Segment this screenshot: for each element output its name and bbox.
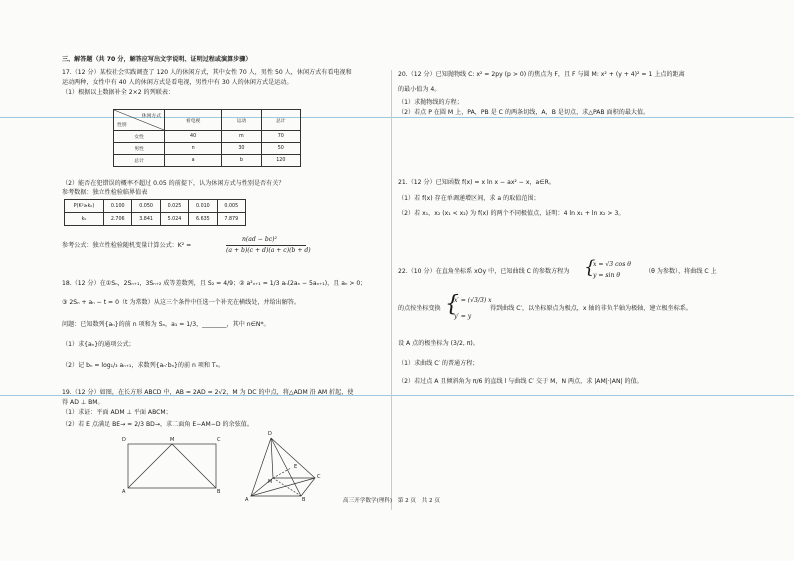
q18-line: 问题：已知数列{aₙ}的前 n 项和为 Sₙ，a₁ = 1/3，________，其中 n∈N*。 [62, 321, 270, 328]
q22-line: 的点按坐标变换 [398, 305, 441, 312]
q19-line: 19.（12 分）如图，在长方形 ABCD 中，AB = 2AD = 2√2，M 为 DC 的中点，将△ADM 沿 AM 折起，使 [62, 389, 354, 396]
q18-part1: （1）求{aₙ}的通项公式； [62, 341, 135, 348]
fig2-label-A: A [245, 497, 249, 503]
q22-transform-y: y′ = y [454, 313, 472, 320]
table-row: 总计 a b 120 [114, 155, 301, 167]
q22-line: （θ 为参数），将曲线 C 上 [645, 268, 717, 275]
q17-line: 17.（12 分）某校社会实践调查了 120 人的休闲方式，其中女性 70 人，男性 50 人，休闲方式有看电视和 [62, 69, 352, 76]
q22-part2: （2）若过点 A 且倾斜角为 π/6 的直线 l 与曲线 C′ 交于 M，N 两点，求 |AM|·|AN| 的值。 [398, 378, 643, 385]
q18-part2: （2）记 bₙ = log₁/₃ aₙ₊₁，求数列{aₙ·bₙ}的前 n 项和 Tₙ。 [62, 362, 225, 369]
formula-numerator: n(ad − bc)² [242, 236, 277, 243]
table-header-cell: 运动 [222, 110, 261, 131]
q20-line: 的最小值为 4。 [398, 86, 441, 93]
table-header-bottom: 性别 [117, 123, 127, 128]
table-corner-cell [114, 110, 165, 131]
q20-part1: （1）求抛物线的方程； [398, 99, 463, 106]
fig1-label-C: C [217, 437, 221, 443]
fig2-label-M: M [268, 479, 273, 485]
fig2-label-C: C [317, 474, 321, 480]
q17-line: 运动两种，女性中有 40 人的休闲方式是看电视，男性中有 30 人的休闲方式是运动。 [62, 79, 293, 86]
fig2-label-D: D [268, 431, 272, 437]
q22-line: 22.（10 分）在直角坐标系 xOy 中，已知曲线 C 的参数方程为 [398, 268, 570, 275]
q22-part1: （1）求曲线 C′ 的普通方程； [398, 360, 479, 367]
table-header-cell: 总计 [261, 110, 300, 131]
fig1-label-A: A [122, 489, 126, 495]
q19-line: 得 AD ⊥ BM。 [62, 399, 104, 406]
fig1-label-B: B [217, 489, 221, 495]
q22-param-y: y = sin θ [593, 272, 621, 279]
q20-part2: （2）若点 P 在圆 M 上，PA，PB 是 C 的两条切线，A，B 是切点，求△PAB 面积的最大值。 [398, 109, 650, 116]
table-row: P(K²≥k₀) 0.100 0.050 0.025 0.010 0.005 [65, 200, 246, 213]
page-footer: 高三开学数学(理科) 第 2 页 共 2 页 [343, 498, 440, 504]
q22-brace: { [445, 292, 459, 317]
section-title: 三、解答题（共 70 分，解答应写出文字说明、证明过程或演算步骤） [62, 56, 252, 63]
q21-part2: （2）若 x₁，x₂ (x₁ < x₂) 为 f(x) 的两个不同极值点，证明：4 ln x₁ + ln x₂ > 3。 [398, 210, 625, 217]
fig2-label-E: E [294, 464, 298, 470]
q22-transform-x: x′ = (√3/3) x [454, 297, 492, 304]
table-header-cell: 看电视 [165, 110, 222, 131]
q21-part1: （1）若 f(x) 存在单调递增区间，求 a 的取值范围； [398, 195, 540, 202]
q22-brace: { [584, 257, 596, 278]
q19-part2: （2）若 E 点满足 BE→ = 2/3 BD→，求二面角 E−AM−D 的余弦值。 [62, 421, 253, 428]
q18-line: 18.（12 分）在①Sₙ，2Sₙ₊₁，3Sₙ₊₂ 成等差数列，且 S₂ = 4/9；② a²ₙ₊₁ = 1/3 aₙ(2aₙ − 5aₙ₊₁)，且 aₙ > 0； [62, 280, 367, 287]
fig1-label-D: D [122, 437, 126, 443]
pyramid-figure [243, 432, 323, 504]
q17-ref-title: 参考数据：独立性检验临界值表 [62, 189, 148, 196]
critical-value-table [64, 199, 246, 226]
q17-part2: （2）能否在犯错误的概率不超过 0.05 的前提下，认为休闲方式与性别是否有关？ [62, 180, 285, 187]
rectangle-figure [122, 440, 222, 492]
contingency-table [113, 109, 301, 167]
q20-line: 20.（12 分）已知抛物线 C: x² = 2py (p > 0) 的焦点为 F，且 F 与圆 M: x² + (y + 4)² = 1 上点的距离 [398, 71, 685, 78]
table-row: 男性 n 30 50 [114, 143, 301, 155]
q21-line: 21.（12 分）已知函数 f(x) = x ln x − ax² − x，a∈R。 [398, 179, 555, 186]
fig2-label-B: B [302, 497, 306, 503]
q19-part1: （1）求证：平面 ADM ⊥ 平面 ABCM； [62, 409, 172, 416]
q18-line: ③ 2Sₙ + aₙ − t = 0（t 为常数）从这三个条件中任选一个补充在横线处，并给出解答。 [62, 299, 300, 306]
table-header-top: 休闲方式 [141, 114, 161, 119]
q22-line: 得到曲线 C′，以坐标原点为极点，x 轴的非负半轴为极轴，建立极坐标系。 [490, 305, 693, 312]
fig1-label-M: M [170, 437, 175, 443]
q17-formula-prefix: 参考公式：独立性检验随机变量计算公式：K² = [62, 242, 192, 249]
formula-denominator: (a + b)(c + d)(a + c)(b + d) [226, 247, 311, 254]
fraction-bar [226, 245, 306, 246]
table-row: k₀ 2.706 3.841 5.024 6.635 7.879 [65, 213, 246, 226]
q22-line: 设 A 点的极坐标为 (3/2, π)。 [398, 340, 479, 347]
column-divider [391, 70, 392, 510]
q17-line: （1）根据以上数据补全 2×2 的列联表： [62, 89, 175, 96]
table-row: 女性 40 m 70 [114, 131, 301, 143]
q22-param-x: x = √3 cos θ [593, 261, 631, 268]
